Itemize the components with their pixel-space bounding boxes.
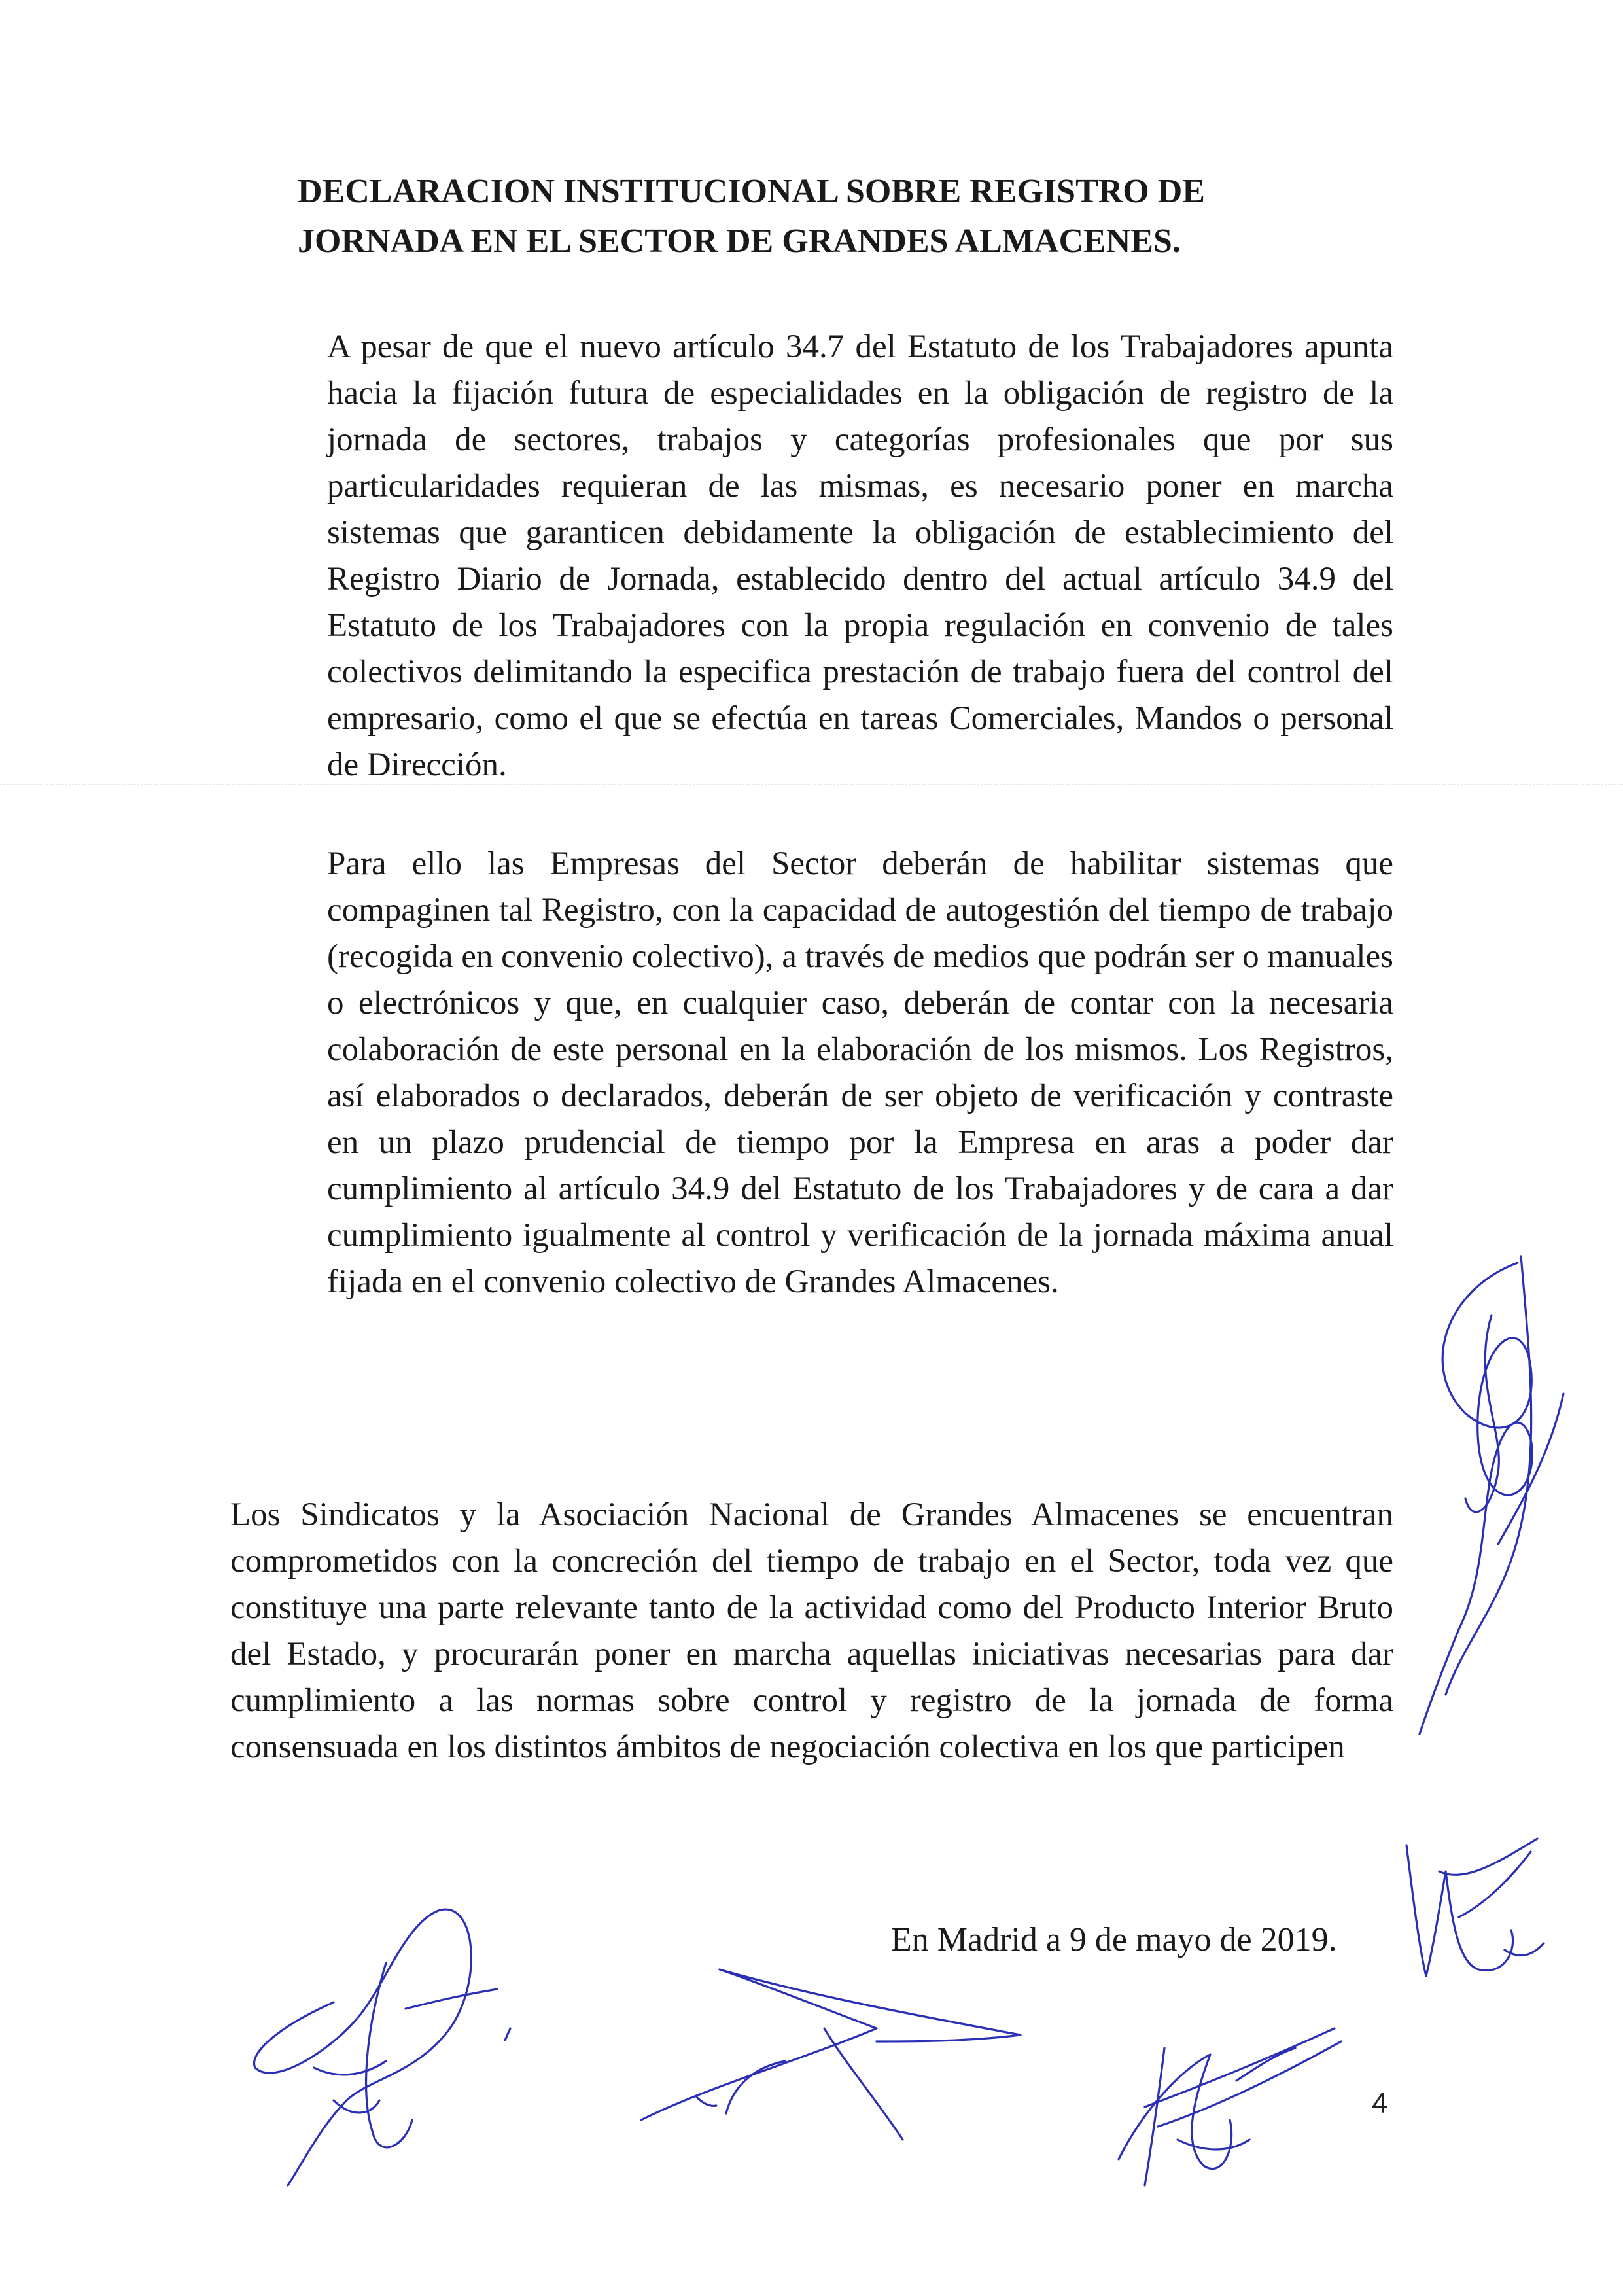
date-line: En Madrid a 9 de mayo de 2019. [891,1921,1337,1958]
document-title: DECLARACION INSTITUCIONAL SOBRE REGISTRO DE JORNADA EN EL SECTOR DE GRANDES ALMACENES. [298,173,1205,260]
signature-right-margin [1406,1237,1603,1812]
signature-bottom-center [628,1956,1047,2166]
paragraph-1: A pesar de que el nuevo artículo 34.7 del Estatuto de los Trabajadores apunta hacia la fijación futura de especialidades en la obligación de registro de la jornada de sectores, trabajos y categorías profesionales que por sus particularidades requieran de las mismas, es necesario poner en marcha sistemas que garanticen debidamente la obligación de establecimiento del Registro Diario de Jornada, establecido dentro del actual artículo 34.9 del Estatuto de los Trabajadores con la propia regulación en convenio de tales colectivos delimitando la especifica prestación de trabajo fuera del control del empresario, como el que se efectúa en tareas Comerciales, Mandos o personal de Dirección. [327,328,1393,783]
signature-bottom-right [1106,2002,1354,2199]
signature-near-date [1400,1832,1550,2002]
signature-bottom-left [236,1884,536,2199]
paragraph-2: Para ello las Empresas del Sector deberán de habilitar sistemas que compaginen tal Registro, con la capacidad de autogestión del tiempo de trabajo (recogida en convenio colectivo), a través de medios que podrán ser o manuales o electrónicos y que, en cualquier caso, deberán de contar con la necesaria colaboración de este personal en la elaboración de los mismos. Los Registros, así elaborados o declarados, deberán de ser objeto de verificación y contraste en un plazo prudencial de tiempo por la Empresa en aras a poder dar cumplimiento al artículo 34.9 del Estatuto de los Trabajadores y de cara a dar cumplimiento igualmente al control y verificación de la jornada máxima anual fijada en el convenio colectivo de Grandes Almacenes. [327,845,1393,1300]
paragraph-3: Los Sindicatos y la Asociación Nacional de Grandes Almacenes se encuentran comprometidos con la concreción del tiempo de trabajo en el Sector, toda vez que constituye una parte relevante tanto de la actividad como del Producto Interior Bruto del Estado, y procurarán poner en marcha aquellas iniciativas necesarias para dar cumplimiento a las normas sobre control y registro de la jornada de forma consensuada en los distintos ámbitos de negociación colectiva en los que participen [230,1496,1393,1765]
page-number: 4 [1372,2087,1388,2119]
